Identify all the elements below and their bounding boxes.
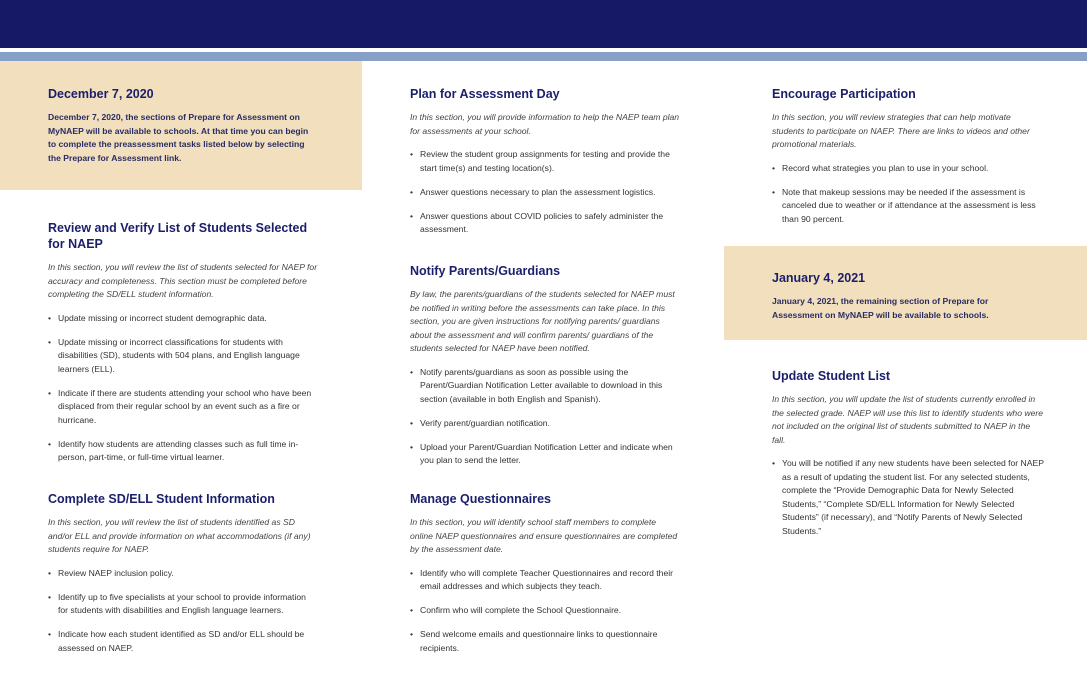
task-list-item (48, 591, 318, 618)
bullet-icon: • (410, 149, 414, 159)
section-intro: In this section, you will review the list of students identified as SD and/or ELL and provide information on what accommodations (if any) students require for NAEP. (48, 517, 311, 554)
section-heading: Review and Verify List of Students Selected for NAEP (48, 221, 308, 251)
task-list (48, 567, 318, 656)
section-complete-sd-ell (48, 491, 318, 666)
task-text: Record what strategies you plan to use in your school. (782, 162, 989, 173)
section-intro: In this section, you will review strategies that can help motivate students to participate on NAEP. There are links to videos and other promotional materials. (772, 112, 1030, 149)
bullet-icon: • (48, 438, 52, 449)
section-heading: Complete SD/ELL Student Information (48, 492, 275, 506)
task-list-item (772, 162, 1044, 176)
section-heading: Notify Parents/Guardians (410, 264, 561, 278)
bullet-icon: • (410, 441, 414, 452)
task-list-item (48, 628, 318, 655)
task-text: Review the student group assignments for testing and provide the start time(s) and testing location(s). (420, 149, 670, 173)
task-list-item (410, 366, 680, 407)
task-list-item (48, 438, 318, 465)
task-list-item (410, 186, 680, 200)
task-text: Review NAEP inclusion policy. (58, 567, 174, 578)
task-text: Upload your Parent/Guardian Notification Letter and indicate when you plan to send the letter. (420, 441, 673, 465)
task-text: Indicate how each student identified as SD and/or ELL should be assessed on NAEP. (58, 629, 305, 653)
task-text: Identify how students are attending classes such as full time in-person, part-time, or full-time virtual learner. (58, 438, 299, 462)
section-encourage-participation (772, 86, 1044, 237)
section-notify-parents (410, 263, 680, 478)
bullet-icon: • (410, 366, 414, 377)
task-list-item (410, 210, 680, 237)
task-list (410, 567, 680, 656)
task-text: Notify parents/guardians as soon as possible using the Parent/Guardian Notification Letter available to download in this section (available in both English and Spanish). (420, 366, 663, 404)
section-announcement: January 4, 2021, the remaining section of Prepare for Assessment on MyNAEP will be available to schools. (772, 296, 989, 320)
section-heading: December 7, 2020 (48, 87, 154, 101)
bullet-icon: • (772, 458, 776, 468)
task-list (772, 162, 1044, 227)
bullet-icon: • (410, 605, 414, 615)
bullet-icon: • (772, 186, 776, 197)
section-intro: In this section, you will update the list of students currently enrolled in the selected grade. NAEP will use this list to identify students who were not included on the original list of students submitted to NAEP in the fall. (772, 394, 1043, 445)
bullet-icon: • (410, 210, 414, 221)
section-january-4 (772, 270, 1012, 322)
task-text: Identify who will complete Teacher Questionnaires and record their email addresses and which subjects they teach. (420, 567, 674, 591)
section-december-7 (48, 86, 313, 165)
task-list (48, 312, 318, 465)
section-heading: January 4, 2021 (772, 271, 866, 285)
section-heading: Plan for Assessment Day (410, 87, 560, 101)
task-list (772, 457, 1044, 538)
task-text: Update missing or incorrect classifications for students with disabilities (SD), students with 504 plans, and English language learners (ELL). (58, 336, 300, 374)
bullet-icon: • (48, 591, 52, 602)
section-plan-assessment-day (410, 86, 680, 247)
bullet-icon: • (410, 417, 414, 428)
section-intro: By law, the parents/guardians of the students selected for NAEP must be notified in writing before the assessments can take place. In this section, you are given instructions for notifying parents/ guardians about the assessment and will confirm parents/ guardians of the students selected for NAEP have been notified. (410, 289, 675, 353)
bullet-icon: • (48, 629, 52, 639)
section-heading: Encourage Participation (772, 87, 916, 101)
task-list (410, 148, 680, 237)
task-text: Verify parent/guardian notification. (420, 417, 550, 428)
task-text: You will be notified if any new students have been selected for NAEP as a result of updating the student list. For any selected students, complete the “Provide Demographic Data for Newly Selected Students,” “Complete SD/ELL Information for Newly Selected Students” (if necessary), and “Notify Parents of Newly Selected Students.” (782, 458, 1044, 536)
task-list-item (772, 186, 1044, 227)
task-text: Note that makeup sessions may be needed if the assessment is canceled due to weather or if attendance at the assessment is less than 90 percent. (782, 186, 1036, 224)
task-list (410, 366, 680, 468)
task-list-item (48, 312, 318, 326)
task-text: Identify up to five specialists at your school to provide information for students with disabilities and English language learners. (58, 591, 306, 615)
task-text: Confirm who will complete the School Questionnaire. (420, 605, 622, 615)
bullet-icon: • (410, 629, 414, 639)
task-list-item (410, 417, 680, 431)
bullet-icon: • (48, 336, 52, 347)
task-text: Answer questions about COVID policies to safely administer the assessment. (420, 210, 664, 234)
section-announcement: December 7, 2020, the sections of Prepare for Assessment on MyNAEP will be available to schools. At that time you can begin to complete the preassessment tasks listed below by selecting the Prepare for Assessment link. (48, 112, 309, 163)
task-list-item (410, 628, 680, 655)
section-intro: In this section, you will provide information to help the NAEP team plan for assessments at your school. (410, 112, 680, 136)
section-intro: In this section, you will review the list of students selected for NAEP for accuracy and completeness. This section must be completed before completing the SD/ELL student information. (48, 262, 318, 299)
section-intro: In this section, you will identify school staff members to complete online NAEP questionnaires and ensure questionnaires are completed by the assessment date. (410, 517, 678, 554)
section-manage-questionnaires (410, 491, 680, 666)
bullet-icon: • (48, 567, 52, 578)
section-update-student-list (772, 368, 1044, 549)
section-heading: Manage Questionnaires (410, 492, 552, 506)
section-heading: Update Student List (772, 369, 891, 383)
task-list-item (410, 604, 680, 618)
task-text: Indicate if there are students attending your school who have been displaced from their regular school by an event such as a fire or hurricane. (58, 387, 312, 425)
task-list-item (410, 441, 680, 468)
task-text: Update missing or incorrect student demographic data. (58, 312, 267, 323)
task-list-item (48, 567, 318, 581)
header-stripe (0, 52, 1087, 61)
task-list-item (772, 457, 1044, 538)
task-list-item (410, 148, 680, 175)
task-list-item (48, 336, 318, 377)
bullet-icon: • (772, 162, 776, 173)
task-list-item (410, 567, 680, 594)
section-review-verify-students (48, 220, 318, 475)
bullet-icon: • (410, 567, 414, 578)
header-banner (0, 0, 1087, 48)
bullet-icon: • (48, 387, 52, 398)
task-text: Answer questions necessary to plan the assessment logistics. (420, 186, 656, 197)
task-list-item (48, 387, 318, 428)
bullet-icon: • (410, 186, 414, 197)
bullet-icon: • (48, 312, 52, 323)
task-text: Send welcome emails and questionnaire links to questionnaire recipients. (420, 629, 658, 653)
